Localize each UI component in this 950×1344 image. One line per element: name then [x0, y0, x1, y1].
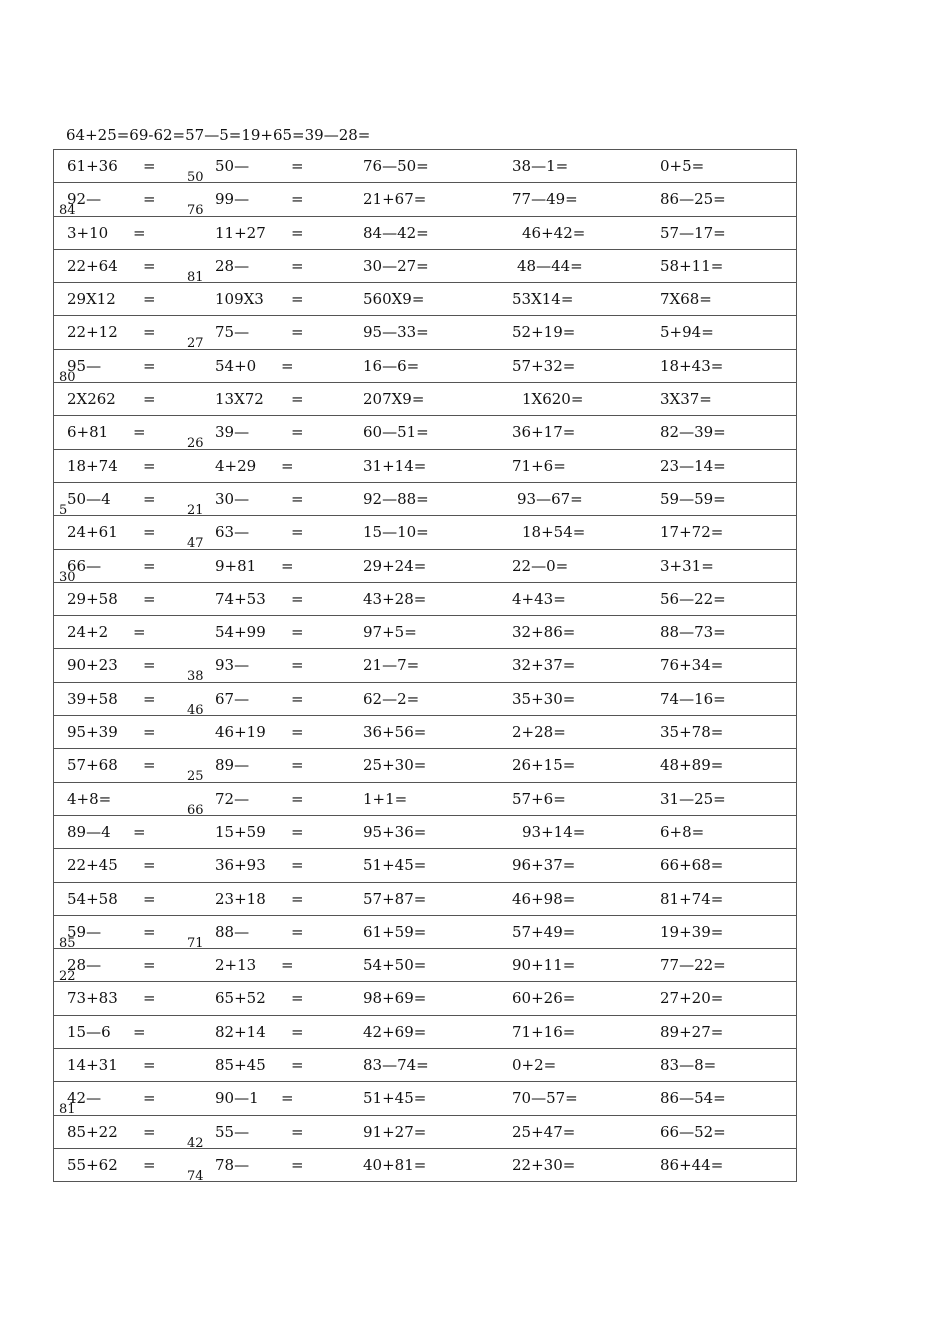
worksheet-row [54, 316, 796, 349]
worksheet-row [54, 1149, 796, 1182]
problem-expression: 24+61 [67, 523, 118, 542]
problem-expression: 82—39= [660, 423, 726, 442]
problem-expression: 27+20= [660, 989, 724, 1008]
problem-expression: 57+6= [512, 789, 566, 808]
clipped-number-fragment: 80 [59, 370, 76, 381]
equals-sign: = [291, 656, 304, 675]
equals-sign: = [143, 1056, 156, 1075]
problem-expression: 70—57= [512, 1089, 578, 1108]
problem-expression: 5+94= [660, 323, 714, 342]
problem-expression: 31+14= [363, 456, 427, 475]
problem-expression: 23+18 [215, 889, 266, 908]
problem-expression: 89—4 [67, 822, 111, 841]
worksheet-row [54, 350, 796, 383]
problem-expression: 89+27= [660, 1022, 724, 1041]
problem-expression: 77—49= [512, 190, 578, 209]
equals-sign: = [291, 889, 304, 908]
problem-expression: 21+67= [363, 190, 427, 209]
problem-expression: 55— [215, 1122, 250, 1141]
clipped-number-fragment: 81 [59, 1103, 76, 1114]
problem-expression: 54+58 [67, 889, 118, 908]
problem-expression: 76—50= [363, 157, 429, 175]
equals-sign: = [143, 489, 156, 508]
equals-sign: = [143, 1089, 156, 1108]
problem-expression: 92—88= [363, 489, 429, 508]
problem-expression: 52+19= [512, 323, 576, 342]
problem-expression: 43+28= [363, 589, 427, 608]
problem-expression: 15—10= [363, 523, 429, 542]
worksheet-row [54, 1082, 796, 1115]
problem-expression: 22+12 [67, 323, 118, 342]
problem-expression: 60—51= [363, 423, 429, 442]
problem-expression: 46+98= [512, 889, 576, 908]
problem-expression: 17+72= [660, 523, 724, 542]
equals-sign: = [291, 822, 304, 841]
problem-expression: 90+23 [67, 656, 118, 675]
worksheet-row [54, 649, 796, 682]
problem-expression: 11+27 [215, 223, 266, 242]
equals-sign: = [143, 922, 156, 941]
header-problem-line: 64+25=69-62=57—5=19+65=39—28= [66, 126, 371, 144]
problem-expression: 98+69= [363, 989, 427, 1008]
equals-sign: = [291, 390, 304, 409]
clipped-number-fragment: 25 [187, 770, 204, 781]
problem-expression: 4+8= [67, 789, 112, 808]
problem-expression: 78— [215, 1155, 250, 1174]
problem-expression: 48—44= [517, 256, 583, 275]
problem-expression: 26+15= [512, 756, 576, 775]
problem-expression: 74+53 [215, 589, 266, 608]
problem-expression: 22+45 [67, 856, 118, 875]
equals-sign: = [291, 723, 304, 742]
equals-sign: = [291, 157, 304, 175]
worksheet-row [54, 1116, 796, 1149]
problem-expression: 82+14 [215, 1022, 266, 1041]
problem-expression: 59— [67, 922, 102, 941]
problem-expression: 54+99 [215, 623, 266, 642]
equals-sign: = [291, 1022, 304, 1041]
problem-expression: 24+2 [67, 623, 109, 642]
problem-expression: 58+11= [660, 256, 724, 275]
problem-expression: 77—22= [660, 956, 726, 975]
problem-expression: 86—25= [660, 190, 726, 209]
problem-expression: 1X620= [522, 390, 584, 409]
problem-expression: 50—4 [67, 489, 111, 508]
problem-expression: 22+64 [67, 256, 118, 275]
worksheet-row [54, 183, 796, 216]
equals-sign: = [291, 1056, 304, 1075]
equals-sign: = [291, 323, 304, 342]
problem-expression: 90+11= [512, 956, 576, 975]
worksheet-row [54, 483, 796, 516]
problem-expression: 36+17= [512, 423, 576, 442]
equals-sign: = [291, 623, 304, 642]
worksheet-row [54, 616, 796, 649]
clipped-number-fragment: 21 [187, 503, 204, 514]
problem-expression: 95+39 [67, 723, 118, 742]
equals-sign: = [143, 256, 156, 275]
problem-expression: 0+5= [660, 157, 705, 175]
problem-expression: 42— [67, 1089, 102, 1108]
problem-expression: 85+22 [67, 1122, 118, 1141]
equals-sign: = [143, 456, 156, 475]
problem-expression: 71+6= [512, 456, 566, 475]
worksheet-row [54, 383, 796, 416]
problem-expression: 1+1= [363, 789, 408, 808]
problem-expression: 85+45 [215, 1056, 266, 1075]
problem-expression: 4+43= [512, 589, 566, 608]
equals-sign: = [143, 756, 156, 775]
equals-sign: = [143, 523, 156, 542]
problem-expression: 18+74 [67, 456, 118, 475]
worksheet-row [54, 250, 796, 283]
problem-expression: 15+59 [215, 822, 266, 841]
equals-sign: = [291, 989, 304, 1008]
problem-expression: 28— [215, 256, 250, 275]
equals-sign: = [281, 556, 294, 575]
problem-expression: 22—0= [512, 556, 569, 575]
equals-sign: = [281, 356, 294, 375]
equals-sign: = [143, 556, 156, 575]
problem-expression: 60+26= [512, 989, 576, 1008]
equals-sign: = [143, 157, 156, 175]
clipped-number-fragment: 85 [59, 936, 76, 947]
problem-expression: 14+31 [67, 1056, 118, 1075]
problem-expression: 91+27= [363, 1122, 427, 1141]
equals-sign: = [291, 756, 304, 775]
equals-sign: = [291, 922, 304, 941]
problem-expression: 29+24= [363, 556, 427, 575]
equals-sign: = [143, 989, 156, 1008]
equals-sign: = [291, 589, 304, 608]
problem-expression: 42+69= [363, 1022, 427, 1041]
problem-expression: 83—74= [363, 1056, 429, 1075]
equals-sign: = [291, 856, 304, 875]
problem-expression: 36+93 [215, 856, 266, 875]
problem-expression: 6+81 [67, 423, 109, 442]
problem-expression: 75— [215, 323, 250, 342]
problem-expression: 95—33= [363, 323, 429, 342]
problem-expression: 99— [215, 190, 250, 209]
problem-expression: 35+30= [512, 689, 576, 708]
problem-expression: 54+50= [363, 956, 427, 975]
problem-expression: 25+47= [512, 1122, 576, 1141]
problem-expression: 86—54= [660, 1089, 726, 1108]
worksheet-row [54, 1016, 796, 1049]
problem-expression: 90—1 [215, 1089, 259, 1108]
equals-sign: = [291, 423, 304, 442]
problem-expression: 57+87= [363, 889, 427, 908]
problem-expression: 30— [215, 489, 250, 508]
problem-expression: 96+37= [512, 856, 576, 875]
problem-expression: 23—14= [660, 456, 726, 475]
problem-expression: 9+81 [215, 556, 257, 575]
problem-expression: 55+62 [67, 1155, 118, 1174]
problem-expression: 560X9= [363, 290, 425, 309]
problem-expression: 4+29 [215, 456, 257, 475]
problem-expression: 2+13 [215, 956, 257, 975]
problem-expression: 66—52= [660, 1122, 726, 1141]
worksheet-row [54, 283, 796, 316]
worksheet-row [54, 949, 796, 982]
equals-sign: = [143, 1122, 156, 1141]
equals-sign: = [291, 1122, 304, 1141]
equals-sign: = [133, 423, 146, 442]
problem-expression: 39— [215, 423, 250, 442]
problem-expression: 62—2= [363, 689, 420, 708]
worksheet-row [54, 916, 796, 949]
equals-sign: = [143, 1155, 156, 1174]
problem-expression: 57+68 [67, 756, 118, 775]
problem-expression: 65+52 [215, 989, 266, 1008]
problem-expression: 29X12 [67, 290, 116, 309]
problem-expression: 71+16= [512, 1022, 576, 1041]
equals-sign: = [143, 589, 156, 608]
problem-expression: 2+28= [512, 723, 566, 742]
worksheet-row [54, 982, 796, 1015]
clipped-number-fragment: 74 [187, 1169, 204, 1180]
problem-expression: 83—8= [660, 1056, 717, 1075]
clipped-number-fragment: 81 [187, 270, 204, 281]
problem-expression: 51+45= [363, 856, 427, 875]
problem-expression: 59—59= [660, 489, 726, 508]
clipped-number-fragment: 27 [187, 337, 204, 348]
clipped-number-fragment: 66 [187, 803, 204, 814]
equals-sign: = [143, 889, 156, 908]
problem-expression: 66+68= [660, 856, 724, 875]
problem-expression: 84—42= [363, 223, 429, 242]
worksheet-row [54, 550, 796, 583]
clipped-number-fragment: 26 [187, 437, 204, 448]
problem-expression: 25+30= [363, 756, 427, 775]
equals-sign: = [143, 656, 156, 675]
problem-expression: 57+32= [512, 356, 576, 375]
problem-expression: 66— [67, 556, 102, 575]
worksheet-table [53, 149, 797, 1182]
problem-expression: 88— [215, 922, 250, 941]
problem-expression: 3+10 [67, 223, 109, 242]
clipped-number-fragment: 42 [187, 1136, 204, 1147]
problem-expression: 63— [215, 523, 250, 542]
worksheet-row [54, 416, 796, 449]
clipped-number-fragment: 22 [59, 970, 76, 981]
problem-expression: 89— [215, 756, 250, 775]
problem-expression: 53X14= [512, 290, 574, 309]
problem-expression: 72— [215, 789, 250, 808]
equals-sign: = [281, 456, 294, 475]
problem-expression: 86+44= [660, 1155, 724, 1174]
equals-sign: = [143, 689, 156, 708]
equals-sign: = [143, 856, 156, 875]
equals-sign: = [291, 689, 304, 708]
equals-sign: = [143, 356, 156, 375]
problem-expression: 40+81= [363, 1155, 427, 1174]
problem-expression: 57+49= [512, 922, 576, 941]
clipped-number-fragment: 38 [187, 670, 204, 681]
problem-expression: 61+59= [363, 922, 427, 941]
problem-expression: 38—1= [512, 157, 569, 175]
problem-expression: 3+31= [660, 556, 714, 575]
worksheet-row [54, 816, 796, 849]
clipped-number-fragment: 71 [187, 936, 204, 947]
problem-expression: 92— [67, 190, 102, 209]
equals-sign: = [281, 956, 294, 975]
problem-expression: 30—27= [363, 256, 429, 275]
problem-expression: 46+42= [522, 223, 586, 242]
equals-sign: = [133, 623, 146, 642]
problem-expression: 16—6= [363, 356, 420, 375]
problem-expression: 32+37= [512, 656, 576, 675]
equals-sign: = [291, 290, 304, 309]
problem-expression: 0+2= [512, 1056, 557, 1075]
worksheet-row [54, 849, 796, 882]
worksheet-row [54, 716, 796, 749]
problem-expression: 39+58 [67, 689, 118, 708]
problem-expression: 36+56= [363, 723, 427, 742]
equals-sign: = [291, 223, 304, 242]
problem-expression: 50— [215, 157, 250, 175]
problem-expression: 7X68= [660, 290, 712, 309]
equals-sign: = [133, 822, 146, 841]
equals-sign: = [133, 223, 146, 242]
problem-expression: 46+19 [215, 723, 266, 742]
equals-sign: = [143, 390, 156, 409]
problem-expression: 93—67= [517, 489, 583, 508]
problem-expression: 29+58 [67, 589, 118, 608]
equals-sign: = [291, 523, 304, 542]
problem-expression: 54+0 [215, 356, 257, 375]
worksheet-row [54, 583, 796, 616]
problem-expression: 73+83 [67, 989, 118, 1008]
problem-expression: 31—25= [660, 789, 726, 808]
equals-sign: = [143, 723, 156, 742]
problem-expression: 2X262 [67, 390, 116, 409]
worksheet-row [54, 217, 796, 250]
problem-expression: 18+43= [660, 356, 724, 375]
problem-expression: 88—73= [660, 623, 726, 642]
problem-expression: 51+45= [363, 1089, 427, 1108]
problem-expression: 15—6 [67, 1022, 111, 1041]
clipped-number-fragment: 84 [59, 204, 76, 215]
clipped-number-fragment: 30 [59, 570, 76, 581]
worksheet-row [54, 683, 796, 716]
problem-expression: 95+36= [363, 822, 427, 841]
problem-expression: 32+86= [512, 623, 576, 642]
clipped-number-fragment: 47 [187, 537, 204, 548]
worksheet-row [54, 783, 796, 816]
problem-expression: 21—7= [363, 656, 420, 675]
equals-sign: = [143, 190, 156, 209]
problem-expression: 56—22= [660, 589, 726, 608]
equals-sign: = [143, 956, 156, 975]
worksheet-row [54, 516, 796, 549]
equals-sign: = [291, 256, 304, 275]
clipped-number-fragment: 76 [187, 204, 204, 215]
problem-expression: 6+8= [660, 822, 705, 841]
problem-expression: 93— [215, 656, 250, 675]
problem-expression: 18+54= [522, 523, 586, 542]
worksheet-row [54, 150, 796, 183]
problem-expression: 61+36 [67, 157, 118, 175]
worksheet-row [54, 749, 796, 782]
worksheet-row [54, 450, 796, 483]
problem-expression: 81+74= [660, 889, 724, 908]
problem-expression: 57—17= [660, 223, 726, 242]
equals-sign: = [291, 789, 304, 808]
clipped-number-fragment: 46 [187, 703, 204, 714]
problem-expression: 207X9= [363, 390, 425, 409]
problem-expression: 95— [67, 356, 102, 375]
clipped-number-fragment: 5 [59, 503, 68, 514]
problem-expression: 76+34= [660, 656, 724, 675]
problem-expression: 28— [67, 956, 102, 975]
problem-expression: 74—16= [660, 689, 726, 708]
clipped-number-fragment: 50 [187, 171, 204, 181]
equals-sign: = [291, 489, 304, 508]
problem-expression: 109X3 [215, 290, 264, 309]
problem-expression: 67— [215, 689, 250, 708]
problem-expression: 48+89= [660, 756, 724, 775]
equals-sign: = [143, 323, 156, 342]
equals-sign: = [291, 190, 304, 209]
equals-sign: = [143, 290, 156, 309]
equals-sign: = [133, 1022, 146, 1041]
worksheet-row [54, 1049, 796, 1082]
problem-expression: 3X37= [660, 390, 712, 409]
equals-sign: = [281, 1089, 294, 1108]
worksheet-row [54, 883, 796, 916]
problem-expression: 13X72 [215, 390, 264, 409]
problem-expression: 97+5= [363, 623, 417, 642]
problem-expression: 35+78= [660, 723, 724, 742]
problem-expression: 22+30= [512, 1155, 576, 1174]
equals-sign: = [291, 1155, 304, 1174]
problem-expression: 19+39= [660, 922, 724, 941]
problem-expression: 93+14= [522, 822, 586, 841]
